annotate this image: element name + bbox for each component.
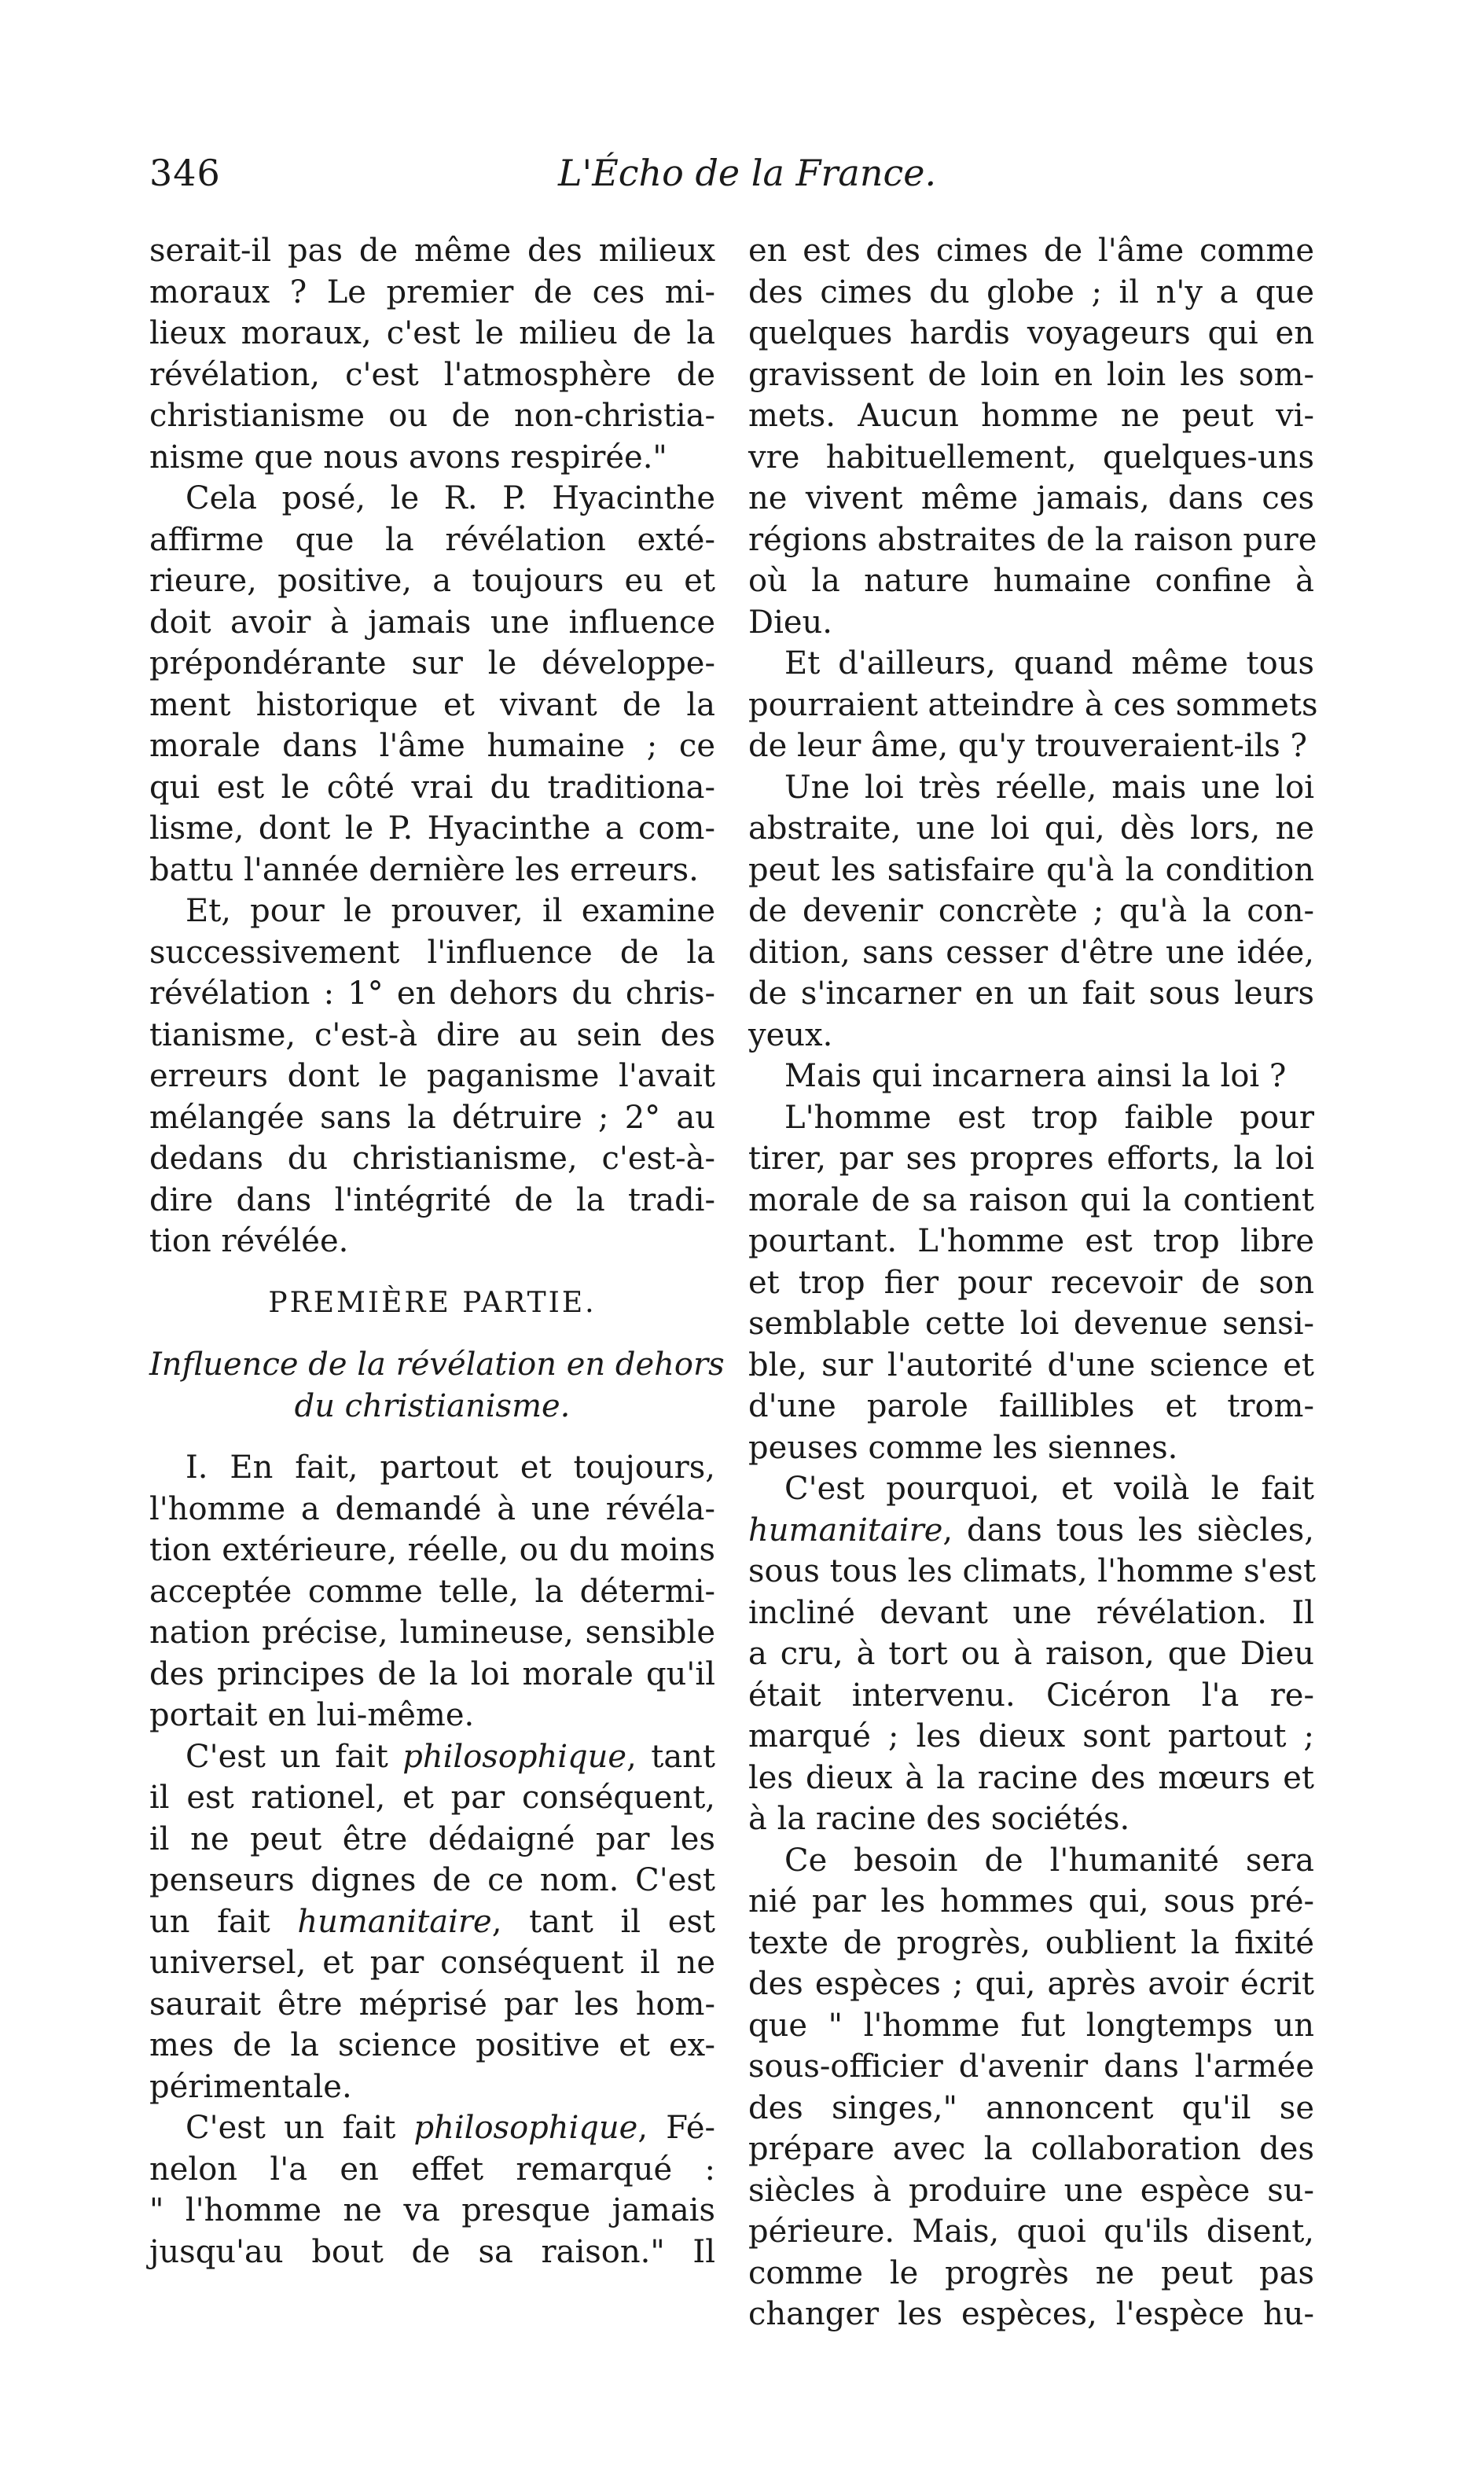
text-line: dedans du christianisme, c'est-à- <box>149 1141 715 1177</box>
text-line: semblable cette loi devenue sensi- <box>748 1306 1314 1342</box>
text-line: des principes de la loi morale qu'il <box>149 1655 715 1692</box>
text-line: morale dans l'âme humaine ; ce <box>149 728 715 764</box>
text-line: mes de la science positive et ex- <box>149 2027 715 2063</box>
text-line: universel, et par conséquent il ne <box>149 1945 715 1981</box>
text-line: Et d'ailleurs, quand même tous <box>784 645 1314 682</box>
text-line: a cru, à tort ou à raison, que Dieu <box>748 1636 1314 1672</box>
italic-run: humanitaire <box>748 1512 943 1549</box>
text-line: où la nature humaine confine à <box>748 563 1314 599</box>
text-line: successivement l'influence de la <box>149 934 715 971</box>
text-line: L'homme est trop faible pour <box>784 1099 1314 1136</box>
text-line: lieux moraux, c'est le milieu de la <box>149 315 715 351</box>
text-line: marqué ; les dieux sont partout ; <box>748 1718 1314 1754</box>
text-line: d'une parole faillibles et trom- <box>748 1388 1314 1424</box>
text-run: C'est un fait <box>186 1738 403 1775</box>
text-line: à la racine des sociétés. <box>748 1801 1130 1837</box>
text-line <box>748 1510 1314 1552</box>
text-line: erreurs dont le paganisme l'avait <box>149 1058 715 1094</box>
text-line: dire dans l'intégrité de la tradi- <box>149 1181 715 1218</box>
text-line: en est des cimes de l'âme comme <box>748 233 1314 269</box>
text-line: tion extérieure, réelle, ou du moins <box>149 1532 715 1568</box>
text-line <box>149 2107 715 2149</box>
text-line: abstraite, une loi qui, dès lors, ne <box>748 810 1314 847</box>
text-line: Mais qui incarnera ainsi la loi ? <box>784 1058 1287 1094</box>
text-run: un fait <box>149 1903 298 1940</box>
text-line: serait-il pas de même des milieux <box>149 233 715 269</box>
text-line: que " l'homme fut longtemps un <box>748 2007 1314 2044</box>
text-line: tirer, par ses propres efforts, la loi <box>748 1141 1314 1177</box>
text-line: siècles à produire une espèce su- <box>748 2172 1314 2209</box>
text-line: prépare avec la collaboration des <box>748 2131 1314 2167</box>
text-line: il ne peut être dédaigné par les <box>149 1820 715 1857</box>
text-line: Et, pour le prouver, il examine <box>186 893 715 929</box>
text-line: quelques hardis voyageurs qui en <box>748 315 1314 351</box>
text-line: était intervenu. Cicéron l'a re- <box>748 1677 1314 1714</box>
spacer <box>149 1324 715 1344</box>
text-line: ment historique et vivant de la <box>149 686 715 723</box>
text-line: vre habituellement, quelques-uns <box>748 439 1314 476</box>
text-line: des singes," annoncent qu'il se <box>748 2089 1314 2126</box>
text-line: acceptée comme telle, la détermi- <box>149 1573 715 1610</box>
text-run: , Fé- <box>637 2110 716 2146</box>
text-run: , tant il est <box>491 1903 715 1940</box>
text-line: de devenir concrète ; qu'à la con- <box>748 893 1314 929</box>
running-title: L'Écho de la France. <box>558 152 937 194</box>
page-header <box>149 149 1313 204</box>
text-line: ne vivent même jamais, dans ces <box>748 480 1314 516</box>
text-line: Ce besoin de l'humanité sera <box>784 1842 1314 1879</box>
text-line: pourtant. L'homme est trop libre <box>748 1223 1314 1259</box>
text-line: penseurs dignes de ce nom. C'est <box>149 1862 715 1898</box>
text-line: comme le progrès ne peut pas <box>748 2254 1314 2291</box>
text-line: Une loi très réelle, mais une loi <box>784 769 1314 806</box>
italic-run: humanitaire <box>297 1903 492 1940</box>
text-line: peut les satisfaire qu'à la condition <box>748 851 1314 888</box>
text-line: gravissent de loin en loin les som- <box>748 356 1314 393</box>
text-line: tion révélée. <box>149 1223 349 1259</box>
text-line: C'est pourquoi, et voilà le fait <box>784 1471 1314 1507</box>
text-line: régions abstraites de la raison pure <box>748 521 1317 558</box>
text-line: nisme que nous avons respirée." <box>149 439 667 476</box>
text-run: , dans tous les siècles, <box>942 1512 1314 1549</box>
section-title: PREMIÈRE PARTIE. <box>268 1286 597 1319</box>
text-line: sous-officier d'avenir dans l'armée <box>748 2048 1314 2085</box>
text-line: portait en lui-même. <box>149 1697 475 1733</box>
text-line: l'homme a demandé à une révéla- <box>149 1490 715 1527</box>
text-line: yeux. <box>748 1016 833 1053</box>
spacer <box>149 1427 715 1447</box>
text-line: mélangée sans la détruire ; 2° au <box>149 1099 715 1136</box>
text-line: I. En fait, partout et toujours, <box>186 1449 715 1486</box>
text-line: doit avoir à jamais une influence <box>149 604 715 641</box>
section-subtitle: Influence de la révélation en dehors <box>149 1347 725 1383</box>
text-line: jusqu'au bout de sa raison." Il <box>149 2233 715 2270</box>
right-column <box>748 230 1318 2335</box>
text-line: pourraient atteindre à ces sommets <box>748 686 1318 723</box>
text-line: nelon l'a en effet remarqué : <box>149 2151 715 2188</box>
text-line: changer les espèces, l'espèce hu- <box>748 2296 1314 2332</box>
section-subtitle: du christianisme. <box>294 1387 571 1424</box>
text-line: Dieu. <box>748 604 833 641</box>
text-line: saurait être méprisé par les hom- <box>149 1986 715 2023</box>
text-line: qui est le côté vrai du traditiona- <box>149 769 715 806</box>
text-run: C'est un fait <box>186 2110 414 2146</box>
text-line: lisme, dont le P. Hyacinthe a com- <box>149 810 715 847</box>
text-line <box>149 1736 715 1778</box>
text-line: peuses comme les siennes. <box>748 1429 1178 1466</box>
text-line: christianisme ou de non-christia- <box>149 398 715 434</box>
text-line: Cela posé, le R. P. Hyacinthe <box>186 480 715 516</box>
text-line: des cimes du globe ; il n'y a que <box>748 274 1314 310</box>
text-line: dition, sans cesser d'être une idée, <box>748 934 1314 971</box>
text-line: " l'homme ne va presque jamais <box>149 2192 715 2228</box>
text-line: sous tous les climats, l'homme s'est <box>748 1553 1316 1589</box>
text-line: et trop fier pour recevoir de son <box>748 1264 1314 1301</box>
text-line: des espèces ; qui, après avoir écrit <box>748 1966 1314 2002</box>
text-line: périeure. Mais, quoi qu'ils disent, <box>748 2214 1314 2250</box>
text-line: tianisme, c'est-à dire au sein des <box>149 1016 715 1053</box>
text-line: moraux ? Le premier de ces mi- <box>149 274 715 310</box>
text-line: mets. Aucun homme ne peut vi- <box>748 398 1314 434</box>
text-line: rieure, positive, a toujours eu et <box>149 563 715 599</box>
text-line: de leur âme, qu'y trouveraient-ils ? <box>748 728 1307 764</box>
text-line: révélation : 1° en dehors du chris- <box>149 975 715 1012</box>
text-line: de s'incarner en un fait sous leurs <box>748 975 1314 1012</box>
left-column <box>149 230 725 2272</box>
text-line: révélation, c'est l'atmosphère de <box>149 356 715 393</box>
text-line: les dieux à la racine des mœurs et <box>748 1759 1314 1796</box>
spacer <box>149 1262 715 1283</box>
text-line: morale de sa raison qui la contient <box>748 1181 1314 1218</box>
text-line: périmentale. <box>149 2068 352 2105</box>
italic-run: philosophique <box>402 1738 627 1775</box>
page-number: 346 <box>149 152 221 194</box>
text-line: nié par les hommes qui, sous pré- <box>748 1883 1314 1920</box>
text-line: nation précise, lumineuse, sensible <box>149 1615 715 1651</box>
text-run: , tant <box>626 1738 716 1775</box>
text-line: affirme que la révélation exté- <box>149 521 715 558</box>
italic-run: philosophique <box>413 2110 638 2146</box>
text-line: ble, sur l'autorité d'une science et <box>748 1347 1314 1383</box>
text-line: il est rationel, et par conséquent, <box>149 1780 715 1816</box>
text-line: texte de progrès, oublient la fixité <box>748 1924 1314 1961</box>
text-line <box>149 1901 715 1943</box>
text-line: incliné devant une révélation. Il <box>748 1594 1314 1631</box>
text-line: battu l'année dernière les erreurs. <box>149 851 699 888</box>
text-line: prépondérante sur le développe- <box>149 645 715 682</box>
